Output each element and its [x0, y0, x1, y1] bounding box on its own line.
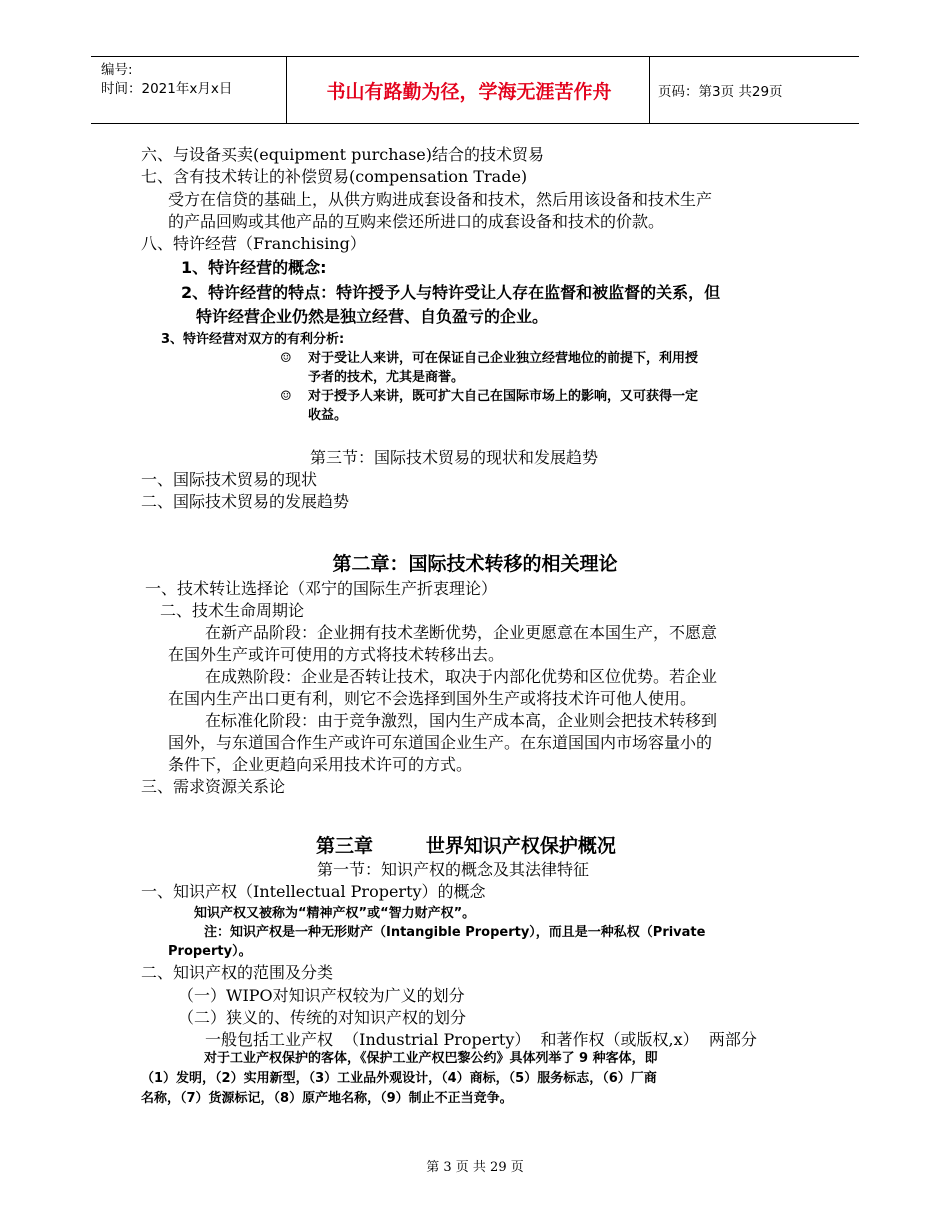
text-line: 一、知识产权（Intellectual Property）的概念 — [141, 882, 486, 901]
header-divider — [286, 57, 287, 123]
bold-line: 2、特许经营的特点：特许授予人与特许受让人存在监督和被监督的关系，但 — [181, 283, 721, 302]
text-line: 六、与设备买卖(equipment purchase)结合的技术贸易 — [141, 145, 545, 164]
bullet-text: 对于授予人来讲，既可扩大自己在国际市场上的影响，又可获得一定 — [308, 389, 699, 404]
section-heading: 第一节：知识产权的概念及其法律特征 — [317, 860, 590, 879]
text-line: 条件下，企业更趋向采用技术许可的方式。 — [168, 755, 473, 774]
header-page-info: 页码：第3页 共29页 — [658, 84, 783, 100]
text-line: 一、国际技术贸易的现状 — [141, 470, 318, 489]
page-footer: 第 3 页 共 29 页 — [426, 1160, 524, 1175]
text-line: 二、国际技术贸易的发展趋势 — [141, 492, 350, 511]
bold-line: 对于工业产权保护的客体，《保护工业产权巴黎公约》具体列举了 9 种客体，即 — [204, 1051, 658, 1066]
chapter-title: 第三章 世界知识产权保护概况 — [316, 835, 616, 857]
header-motto: 书山有路勤为径，学海无涯苦作舟 — [326, 80, 612, 103]
smile-icon: ☺ — [280, 351, 292, 366]
bullet-text: 对于受让人来讲，可在保证自己企业独立经营地位的前提下，利用授 — [308, 351, 699, 366]
text-line: 三、需求资源关系论 — [141, 777, 286, 796]
text-line: （二）狭义的、传统的对知识产权的划分 — [178, 1008, 467, 1027]
bold-line: 3、特许经营对双方的有利分析: — [161, 332, 345, 347]
text-line: 七、含有技术转让的补偿贸易(compensation Trade) — [141, 167, 528, 186]
bold-line: Property）。 — [168, 944, 252, 959]
smile-icon: ☺ — [280, 389, 292, 404]
bullet-text: 予者的技术，尤其是商誉。 — [308, 370, 465, 385]
header-time-label: 时间：2021年x月x日 — [101, 81, 233, 97]
text-line: 一般包括工业产权 （Industrial Property） 和著作权（或版权,x） 两部分 — [205, 1030, 757, 1049]
bold-line: 知识产权又被称为“精神产权”或“智力财产权”。 — [194, 906, 476, 921]
bold-line: 1、特许经营的概念: — [181, 258, 327, 277]
text-line: （一）WIPO对知识产权较为广义的划分 — [178, 986, 465, 1005]
text-line: 一、技术转让选择论（邓宁的国际生产折衷理论） — [145, 579, 498, 598]
chapter-title: 第二章：国际技术转移的相关理论 — [332, 553, 618, 575]
section-heading: 第三节：国际技术贸易的现状和发展趋势 — [310, 448, 599, 467]
bold-line: （1）发明，（2）实用新型，（3）工业品外观设计，（4）商标，（5）服务标志，（6）厂商 — [141, 1071, 657, 1086]
bold-line: 注：知识产权是一种无形财产（Intangible Property），而且是一种私权（Private — [204, 925, 706, 940]
bold-line: 名称，（7）货源标记，（8）原产地名称，（9）制止不正当竞争。 — [141, 1091, 513, 1106]
page-header — [91, 56, 859, 124]
text-line: 在成熟阶段：企业是否转让技术，取决于内部化优势和区位优势。若企业 — [205, 667, 718, 686]
text-line: 在新产品阶段：企业拥有技术垄断优势，企业更愿意在本国生产，不愿意 — [205, 623, 718, 642]
header-number-label: 编号: — [101, 62, 133, 78]
text-line: 二、知识产权的范围及分类 — [141, 963, 334, 982]
text-line: 在国内生产出口更有利，则它不会选择到国外生产或将技术许可他人使用。 — [168, 689, 697, 708]
header-divider — [649, 57, 650, 123]
bold-line: 特许经营企业仍然是独立经营、自负盈亏的企业。 — [196, 307, 549, 326]
header-left — [101, 61, 232, 99]
text-line: 八、特许经营（Franchising） — [141, 234, 366, 253]
bullet-text: 收益。 — [308, 408, 348, 423]
text-line: 在国外生产或许可使用的方式将技术转移出去。 — [168, 645, 505, 664]
text-line: 二、技术生命周期论 — [160, 601, 305, 620]
text-line: 的产品回购或其他产品的互购来偿还所进口的成套设备和技术的价款。 — [168, 212, 665, 231]
text-line: 在标准化阶段：由于竞争激烈，国内生产成本高，企业则会把技术转移到 — [205, 711, 718, 730]
text-line: 国外，与东道国合作生产或许可东道国企业生产。在东道国国内市场容量小的 — [168, 733, 713, 752]
text-line: 受方在信贷的基础上，从供方购进成套设备和技术，然后用该设备和技术生产 — [168, 190, 713, 209]
